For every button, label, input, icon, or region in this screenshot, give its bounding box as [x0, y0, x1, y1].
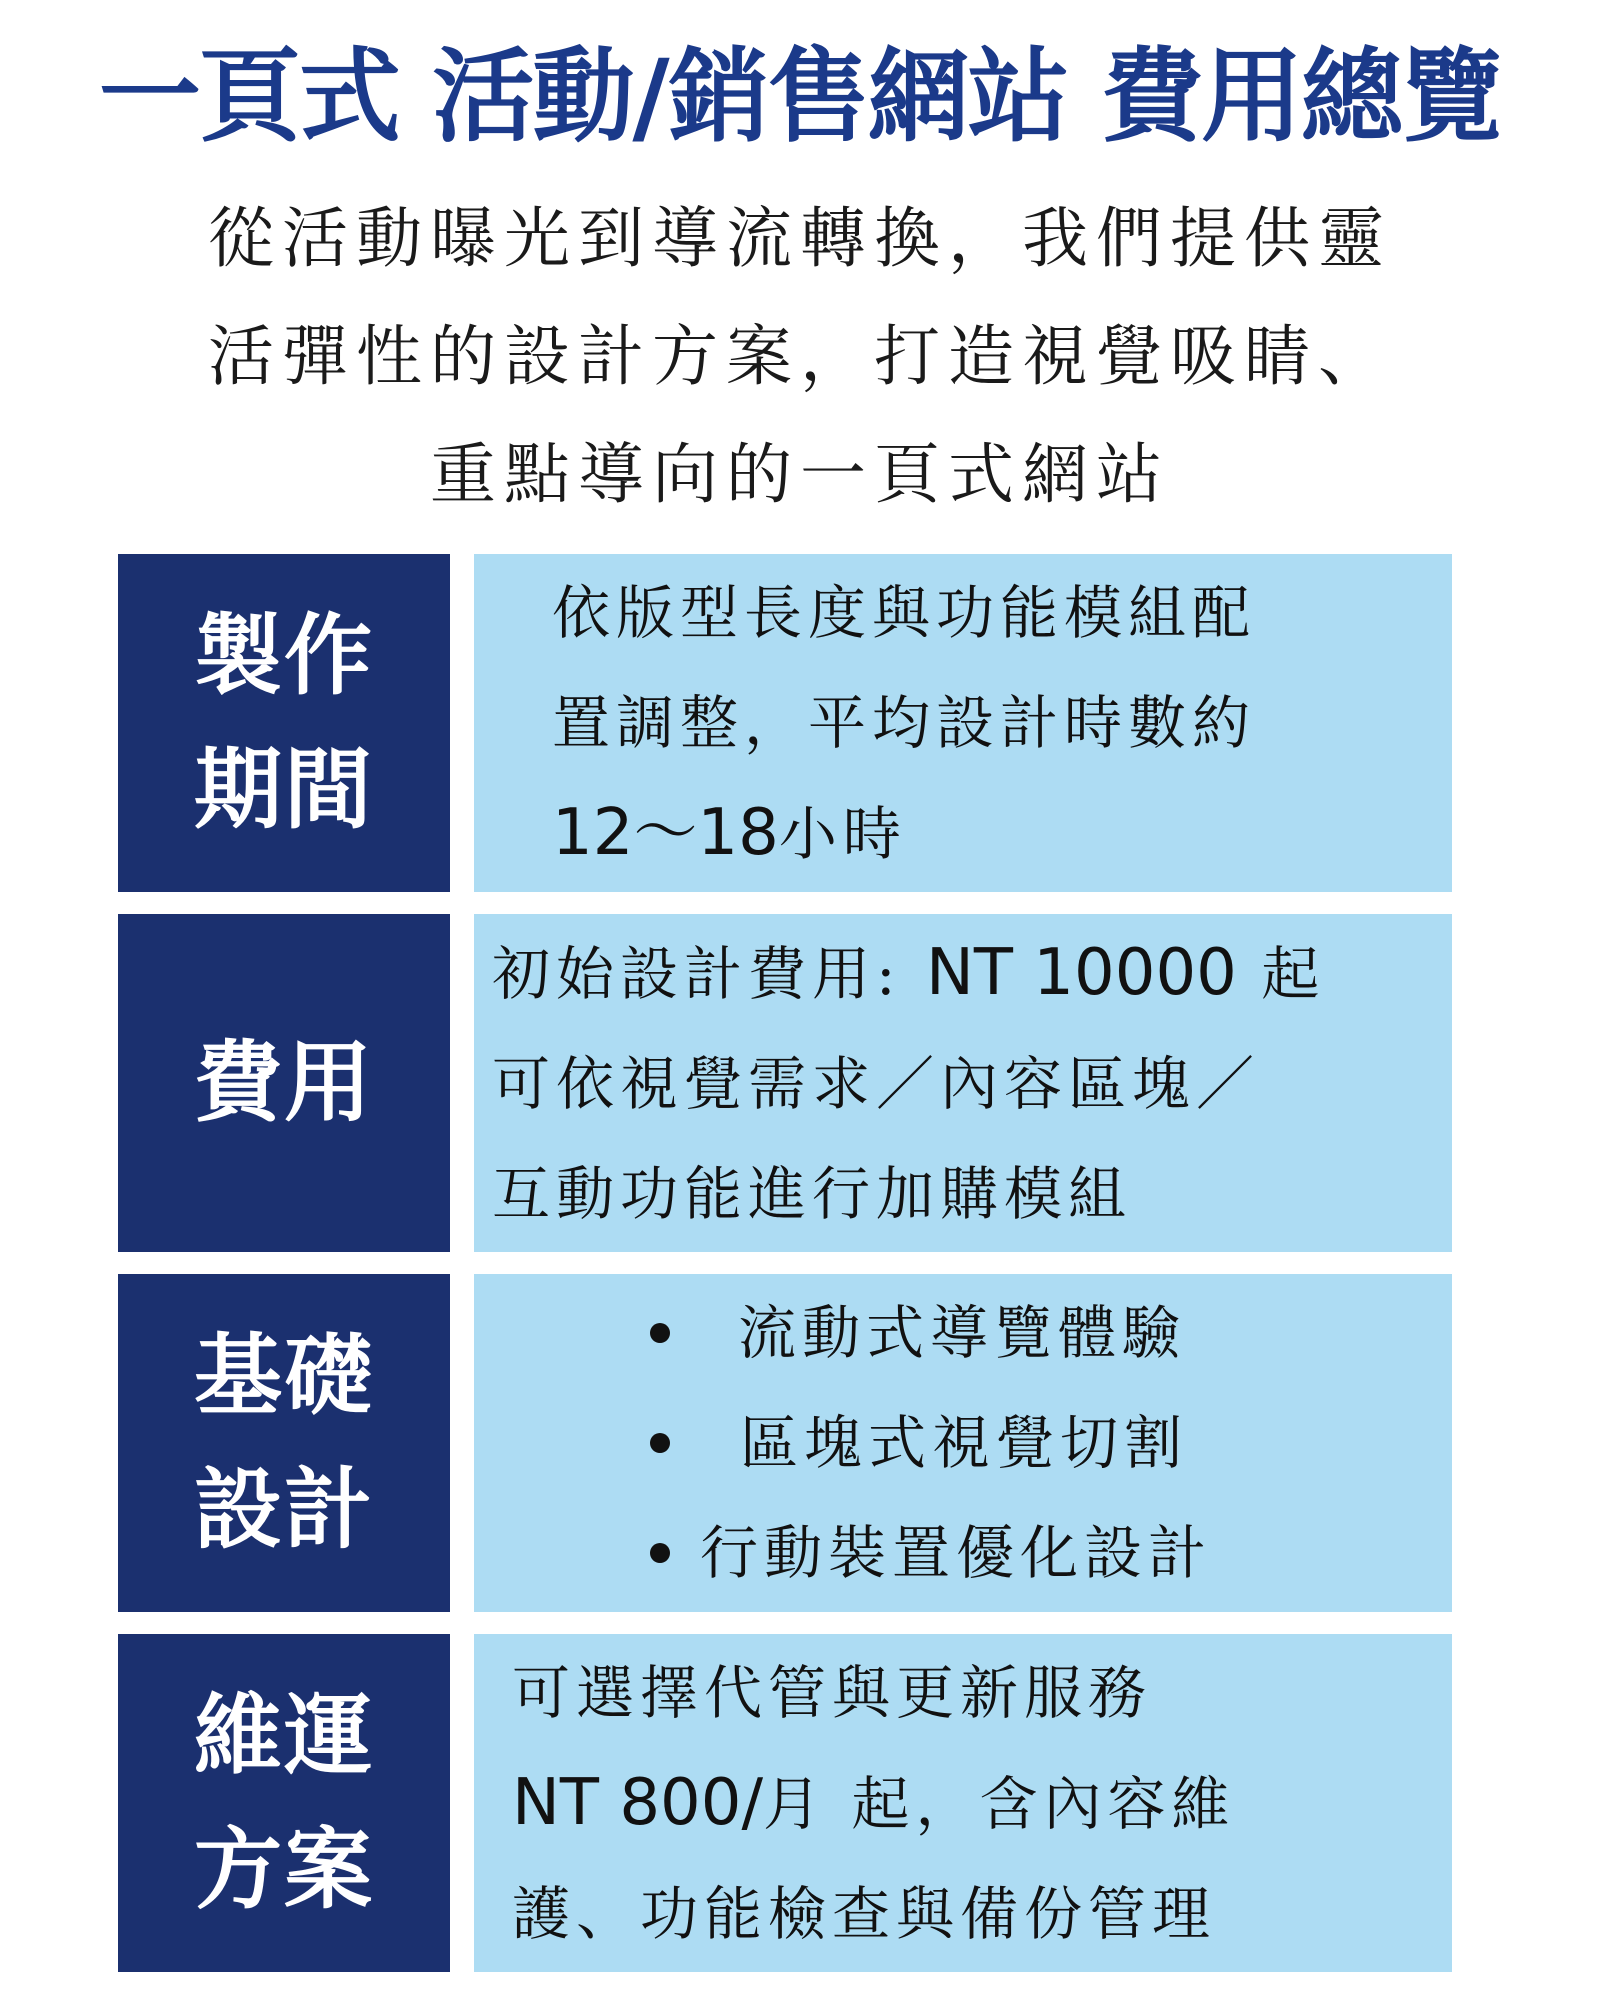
content-line: 可依視覺需求／內容區塊／: [492, 1050, 1261, 1118]
row-fee: [118, 914, 1452, 1252]
list-item-text: 區塊式視覺切割: [740, 1409, 1189, 1477]
row-label: [118, 554, 450, 892]
price-value: NT 800/: [512, 1766, 764, 1840]
price-suffix: 月 起，含內容維: [763, 1770, 1236, 1838]
content-line: [552, 778, 1452, 889]
content-line: [512, 1748, 1452, 1859]
list-item: [474, 1388, 1452, 1498]
content-line: [492, 918, 1452, 1029]
row-content: [474, 1634, 1452, 1972]
fee-value: NT 10000: [925, 936, 1237, 1010]
subtitle-line: 活彈性的設計方案，打造視覺吸睛、: [208, 318, 1392, 395]
list-item: [474, 1498, 1452, 1608]
content-line: 互動功能進行加購模組: [492, 1160, 1133, 1228]
row-label: [118, 1274, 450, 1612]
row-content: [474, 554, 1452, 892]
bullet-icon: [650, 1543, 670, 1563]
content-line: 護、功能檢查與備份管理: [512, 1880, 1217, 1948]
list-item-text: 行動裝置優化設計: [700, 1519, 1213, 1587]
list-item: [474, 1278, 1452, 1388]
bullet-icon: [650, 1433, 670, 1453]
row-content: [474, 914, 1452, 1252]
hours-unit: 小時: [778, 800, 907, 868]
page-subtitle: [100, 180, 1500, 534]
feature-list: [474, 1278, 1452, 1608]
list-item-text: 流動式導覽體驗: [738, 1299, 1187, 1367]
row-label-text: 期間: [193, 738, 374, 841]
page-title: 一頁式 活動/銷售網站 費用總覽: [98, 38, 1502, 157]
bullet-icon: [650, 1323, 670, 1343]
row-label-text: 製作: [193, 604, 374, 707]
hours-value: 12～18: [552, 796, 779, 870]
content-line: 可選擇代管與更新服務: [512, 1659, 1153, 1727]
row-label-text: 維運: [193, 1684, 374, 1787]
row-content: [474, 1274, 1452, 1612]
row-maintenance-plan: [118, 1634, 1452, 1972]
row-label-text: 基礎: [193, 1324, 374, 1427]
row-label: [118, 1634, 450, 1972]
content-line: 依版型長度與功能模組配: [552, 579, 1257, 647]
content-line: 置調整，平均設計時數約: [552, 689, 1257, 757]
row-label-text: 設計: [193, 1458, 374, 1561]
row-label-text: 方案: [193, 1818, 374, 1921]
row-production-period: [118, 554, 1452, 892]
row-label-text: 費用: [193, 1031, 374, 1134]
fee-label: 初始設計費用:: [492, 940, 926, 1008]
fee-suffix: 起: [1236, 940, 1326, 1008]
subtitle-line: 重點導向的一頁式網站: [430, 436, 1170, 513]
row-basic-design: [118, 1274, 1452, 1612]
row-label: [118, 914, 450, 1252]
subtitle-line: 從活動曝光到導流轉換，我們提供靈: [208, 200, 1392, 277]
